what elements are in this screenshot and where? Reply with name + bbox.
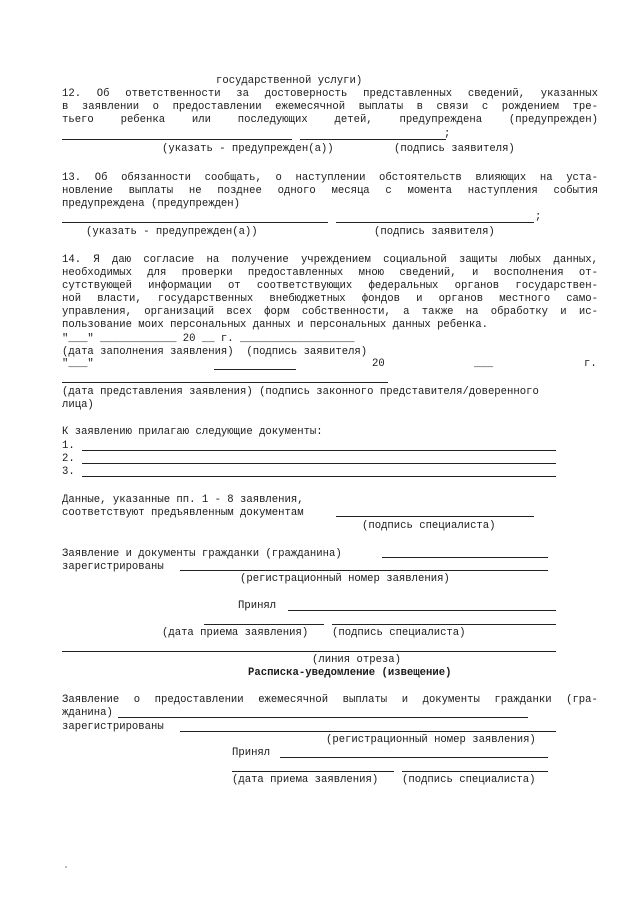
verification-line1: Данные, указанные пп. 1 - 8 заявления, [62, 494, 304, 506]
item11-tail: государственной услуги) [216, 75, 363, 87]
item12-line2: в заявлении о предоставлении ежемесячной выплаты в связи с рождением тре- [62, 101, 598, 113]
item14-line4: ной власти, государственных внебюджетных фондов и органов местного само- [62, 293, 598, 305]
receipt-date-line [232, 771, 394, 772]
item13-line3: предупреждена (предупрежден) [62, 198, 241, 210]
item12-line3-word: последующих [237, 114, 308, 126]
receipt-caption-reg: (регистрационный номер заявления) [326, 734, 536, 746]
item12-line3-word: или [191, 114, 211, 126]
item14-date2-dash: ___ [474, 358, 494, 370]
registration-line2: зарегистрированы [62, 561, 164, 573]
item14-line5: управления, организаций всех форм собственности, а также на обработку и ис- [62, 306, 598, 318]
item12-line3-word: предупреждена [399, 114, 483, 126]
page-speck [65, 866, 67, 868]
receipt-line1-word: выплаты [342, 694, 388, 706]
verification-caption: (подпись специалиста) [362, 520, 496, 532]
item12-line1: 12. Об ответственности за достоверность представленных сведений, указанных [62, 88, 598, 100]
item14-date2-quote: "___" [62, 358, 94, 370]
receipt-line1-word: документы [422, 694, 480, 706]
receipt-line2: жданина) [62, 707, 113, 719]
item12-signature-line-left [62, 139, 292, 140]
registration-sign-line [332, 624, 556, 625]
receipt-line1-word: предоставлении [154, 694, 244, 706]
cut-line [62, 651, 556, 652]
attachment-number-3: 3. [62, 466, 75, 478]
attachment-number-2: 2. [62, 453, 75, 465]
item14-line2: необходимых для проверки предоставленных мною сведений, и восполнения от- [62, 267, 598, 279]
receipt-accepted-line [280, 757, 548, 758]
cut-line-caption: (линия отреза) [312, 654, 402, 666]
item14-date2-year: 20 [372, 358, 385, 370]
item12-signature-line-right [300, 139, 446, 140]
attachment-line-1 [82, 450, 556, 451]
item13-signature-line-right [336, 222, 534, 223]
item14-date2-caption-1: (дата представления заявления) (подпись законного представителя/доверенного [62, 386, 539, 398]
verification-line2: соответствуют предъявленным документам [62, 507, 304, 519]
receipt-line1-word: о [133, 694, 141, 706]
item14-date2-g: г. [584, 358, 597, 370]
receipt-title: Расписка-уведомление (извещение) [248, 667, 452, 679]
registration-date-line [204, 624, 324, 625]
receipt-accepted-label: Принял [232, 747, 271, 759]
item12-semicolon: ; [444, 128, 451, 140]
receipt-caption-date: (дата приема заявления) [232, 774, 379, 786]
receipt-caption-sign: (подпись специалиста) [402, 774, 536, 786]
receipt-line3: зарегистрированы [62, 721, 164, 733]
item14-date2-month-line [214, 369, 296, 370]
item14-date2-caption-2: лица) [62, 399, 94, 411]
registration-line1: Заявление и документы гражданки (гражданина) [62, 548, 342, 560]
receipt-line1-word: Заявление [62, 694, 120, 706]
item14-line3: сутствующей информации от соответствующих федеральных органов государствен- [62, 280, 598, 292]
item14-date1: "___" ____________ 20 __ г. __________________ [62, 333, 355, 345]
registration-caption-date: (дата приема заявления) [162, 627, 309, 639]
item12-caption-left: (указать - предупрежден(а)) [162, 143, 334, 155]
item14-date1-caption: (дата заполнения заявления) (подпись заявителя) [62, 346, 368, 358]
item12-line3-word: тьего [62, 114, 94, 126]
item12-line3-word: (предупрежден) [508, 114, 598, 126]
registration-name-line [382, 557, 548, 558]
receipt-line1-word: гражданки [494, 694, 552, 706]
registration-caption-sign: (подпись специалиста) [332, 627, 466, 639]
item13-line1: 13. Об обязанности сообщать, о наступлении обстоятельств влияющих на уста- [62, 172, 598, 184]
verification-signature-line [336, 516, 534, 517]
registration-accepted-label: Принял [238, 600, 277, 612]
receipt-number-line [180, 731, 556, 732]
receipt-sign-line [402, 771, 548, 772]
registration-caption: (регистрационный номер заявления) [240, 573, 450, 585]
receipt-line1-word: (гра- [566, 694, 598, 706]
registration-accepted-line [288, 610, 556, 611]
item13-signature-line-left [62, 222, 328, 223]
receipt-line1 [62, 694, 598, 706]
item12-line3 [62, 114, 598, 126]
item14-line6: пользование моих персональных данных и персональных данных ребенка. [62, 319, 488, 331]
attachments-heading: К заявлению прилагаю следующие документы: [62, 426, 323, 438]
registration-number-line [180, 570, 548, 571]
attachment-line-2 [82, 463, 556, 464]
receipt-line1-word: и [401, 694, 409, 706]
receipt-line1-word: ежемесячной [258, 694, 329, 706]
item13-semicolon: ; [535, 211, 542, 223]
item12-line3-word: ребенка [120, 114, 166, 126]
attachment-line-3 [82, 476, 556, 477]
attachment-number-1: 1. [62, 440, 75, 452]
item13-caption-right: (подпись заявителя) [374, 226, 495, 238]
item13-caption-left: (указать - предупрежден(а)) [86, 226, 258, 238]
receipt-name-line [118, 717, 528, 718]
item12-line3-word: детей, [334, 114, 373, 126]
item14-line1: 14. Я даю согласие на получение учреждением социальной защиты любых данных, [62, 254, 598, 266]
item13-line2: новление выплаты не позднее одного месяца с момента наступления события [62, 185, 598, 197]
item14-date2-signature-line [62, 382, 388, 383]
item12-caption-right: (подпись заявителя) [394, 143, 515, 155]
